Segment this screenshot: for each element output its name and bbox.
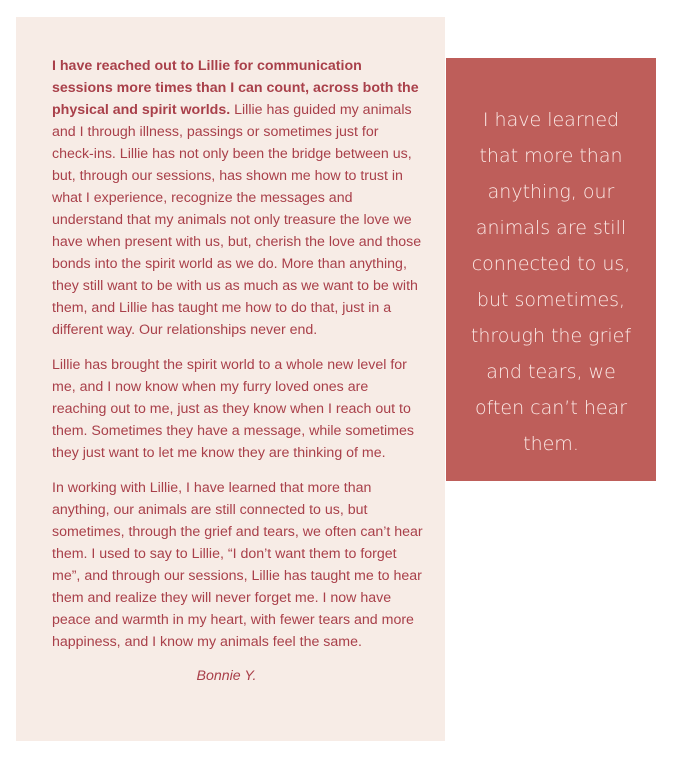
testimonial-paragraph-1-text: Lillie has guided my animals and I through illness, passings or sometimes just for check-ins. Lillie has not only been the bridge between us, but, through our sessions, has shown me how to trust in what I experience, recognize the messages and understand that my animals not only treasure the love we have when present with us, but, cherish the love and those bonds into the spirit world as we do. More than anything, they still want to be with us as much as we want to be with them, and Lillie has taught me how to do that, just in a different way. Our relationships never end.	[52, 102, 422, 338]
testimonial-lead-text: I have reached out to Lillie for communication sessions more times than I can count, across both the physical and spirit worlds.	[52, 58, 419, 118]
testimonial-author: Bonnie Y.	[196, 668, 257, 684]
testimonial-paragraph-3: In working with Lillie, I have learned that more than anything, our animals are still connected to us, but sometimes, through the grief and tears, we often can’t hear them. I used to say to Lillie, “I don’t want them to forget me”, and through our sessions, Lillie has taught me to hear them and realize they will never forget me. I now have peace and warmth in my heart, with fewer tears and more happiness, and I know my animals feel the same.	[52, 480, 423, 650]
pull-quote-text: I have learned that more than anything, our animals are still connected to us, but sometimes, through the grief and tears, we often can’t hear them.	[470, 109, 632, 455]
testimonial-paragraph-2: Lillie has brought the spirit world to a whole new level for me, and I now know when my furry loved ones are reaching out to me, just as they know when I reach out to them. Sometimes they have a message, while sometimes they just want to let me know they are thinking of me.	[52, 357, 414, 461]
testimonial-paragraph-1	[52, 55, 423, 341]
pull-quote	[446, 58, 656, 481]
testimonial-card	[16, 17, 445, 741]
